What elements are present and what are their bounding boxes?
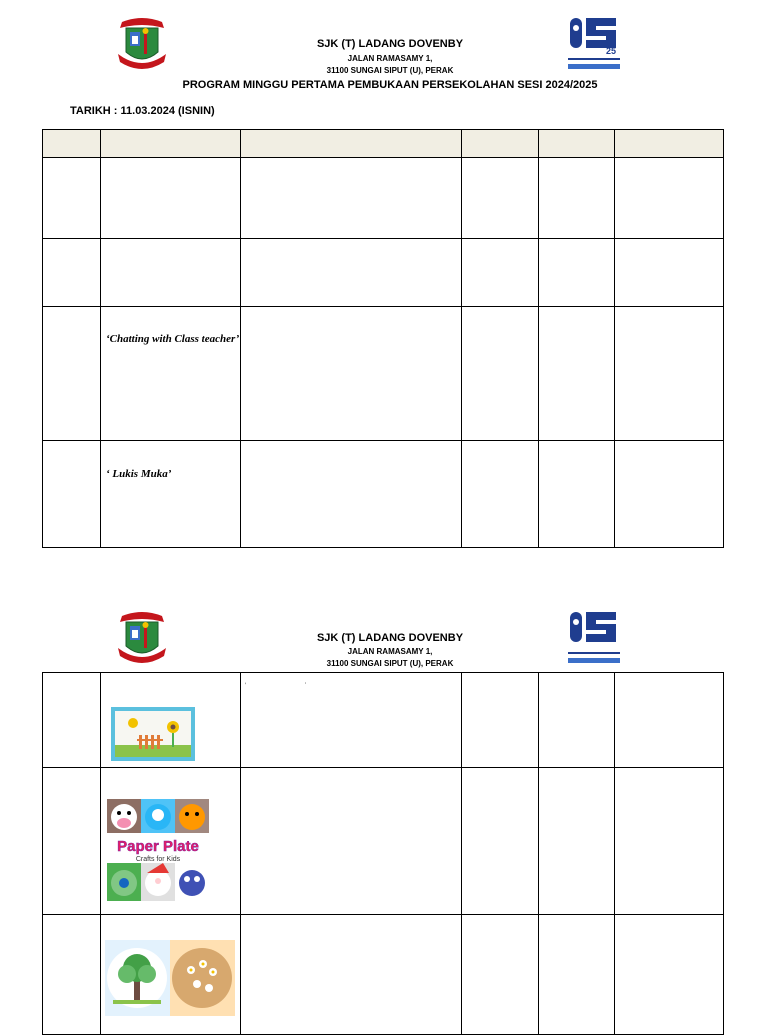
table-row xyxy=(43,441,724,548)
table-cell xyxy=(241,441,462,548)
table-cell xyxy=(43,673,101,768)
table-cell xyxy=(43,768,101,915)
table-cell xyxy=(615,915,724,1035)
header-cell xyxy=(241,130,462,158)
header-cell xyxy=(539,130,615,158)
header-cell xyxy=(615,130,724,158)
table-cell xyxy=(462,239,539,307)
school-crest-icon xyxy=(112,608,172,668)
table-cell xyxy=(101,915,241,1035)
schedule-table xyxy=(42,129,724,548)
school-crest-icon xyxy=(112,14,172,74)
craft-picture-image xyxy=(111,707,195,761)
address-line-1: JALAN RAMASAMY 1, xyxy=(347,54,433,63)
table-cell xyxy=(539,673,615,768)
program-title: PROGRAM MINGGU PERTAMA PEMBUKAAN PERSEKOLAHAN SESI 2024/2025 xyxy=(182,79,598,91)
address-line-2: 31100 SUNGAI SIPUT (U), PERAK xyxy=(326,659,454,668)
school-name: SJK (T) LADANG DOVENBY xyxy=(316,38,464,50)
date-label: TARIKH : 11.03.2024 (ISNIN) xyxy=(70,105,215,117)
table-cell xyxy=(539,158,615,239)
schedule-table xyxy=(42,672,724,1035)
table-cell xyxy=(241,307,462,441)
table-cell xyxy=(539,239,615,307)
table-cell xyxy=(539,768,615,915)
table-cell xyxy=(241,673,462,768)
table-cell xyxy=(462,441,539,548)
table-cell xyxy=(241,915,462,1035)
table-cell xyxy=(241,158,462,239)
paper-plate-subtitle: Crafts for Kids xyxy=(135,856,181,863)
table-cell xyxy=(43,239,101,307)
quote-marks: ‘ ’ xyxy=(245,683,307,689)
tree-craft-image xyxy=(105,940,235,1016)
table-row xyxy=(43,239,724,307)
paper-plate-crafts-image xyxy=(107,799,209,901)
table-row xyxy=(43,307,724,441)
table-row xyxy=(43,768,724,915)
paper-plate-title: Paper Plate xyxy=(117,838,199,855)
table-cell xyxy=(101,768,241,915)
table-cell xyxy=(539,441,615,548)
table-cell xyxy=(615,239,724,307)
table-header-row xyxy=(43,130,724,158)
table-cell xyxy=(101,239,241,307)
table-cell xyxy=(615,768,724,915)
table-cell xyxy=(43,158,101,239)
header-cell xyxy=(462,130,539,158)
table-cell xyxy=(43,441,101,548)
table-cell xyxy=(101,158,241,239)
table-cell xyxy=(462,915,539,1035)
table-cell xyxy=(615,673,724,768)
table-cell xyxy=(539,307,615,441)
table-cell xyxy=(101,441,241,548)
table-cell xyxy=(101,673,241,768)
header-cell xyxy=(43,130,101,158)
table-cell xyxy=(615,441,724,548)
activity-chatting-label: ‘Chatting with Class teacher’ xyxy=(106,333,240,345)
address-line-2: 31100 SUNGAI SIPUT (U), PERAK xyxy=(326,66,454,75)
table-cell xyxy=(615,307,724,441)
table-cell xyxy=(615,158,724,239)
logo-number: 25 xyxy=(606,46,617,56)
table-cell xyxy=(43,915,101,1035)
program-logo-icon xyxy=(568,608,622,668)
table-cell xyxy=(462,673,539,768)
table-row xyxy=(43,158,724,239)
table-row xyxy=(43,673,724,768)
table-cell xyxy=(241,239,462,307)
activity-lukis-muka-label: ‘ Lukis Muka’ xyxy=(106,468,172,480)
table-cell xyxy=(241,768,462,915)
table-cell xyxy=(462,307,539,441)
program-logo-icon xyxy=(568,14,622,74)
address-line-1: JALAN RAMASAMY 1, xyxy=(347,647,433,656)
table-cell xyxy=(101,307,241,441)
table-cell xyxy=(462,768,539,915)
table-cell xyxy=(43,307,101,441)
table-cell xyxy=(462,158,539,239)
table-cell xyxy=(539,915,615,1035)
header-cell xyxy=(101,130,241,158)
table-row xyxy=(43,915,724,1035)
school-name: SJK (T) LADANG DOVENBY xyxy=(316,632,464,644)
